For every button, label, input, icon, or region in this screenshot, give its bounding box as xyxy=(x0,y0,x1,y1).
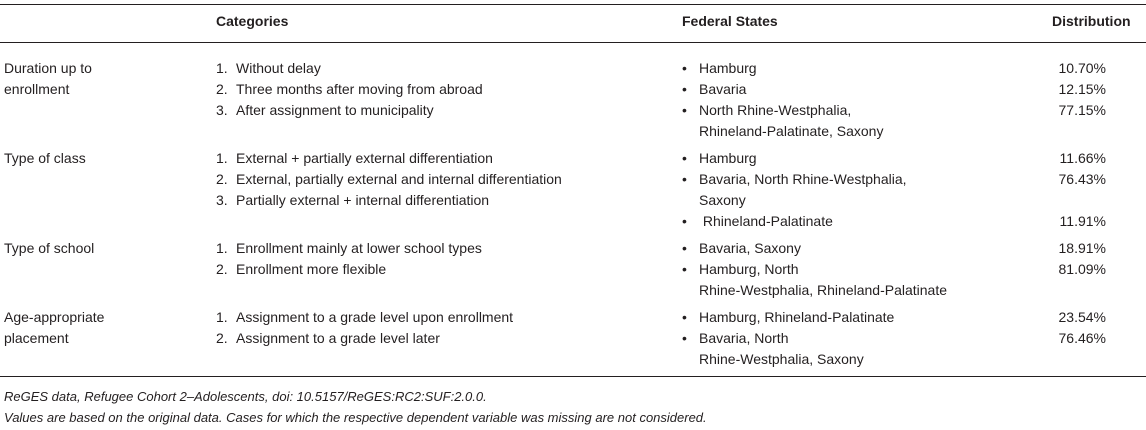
table-notes xyxy=(4,386,707,428)
category-list xyxy=(216,58,483,121)
category-label: Without delay xyxy=(236,60,321,76)
category-label: Assignment to a grade level later xyxy=(236,330,440,346)
bullet-icon: • xyxy=(682,150,687,166)
variable-label: Age-appropriate placement xyxy=(4,309,105,346)
states-list xyxy=(682,148,907,232)
bullet-icon: • xyxy=(682,309,687,325)
category-item: 2. Enrollment more flexible xyxy=(216,261,387,277)
category-item: 3. Partially external + internal differentiation xyxy=(216,192,490,208)
bullet-icon: • xyxy=(682,102,687,118)
category-label: After assignment to municipality xyxy=(236,102,434,118)
distribution-value: 76.43% xyxy=(1058,171,1106,187)
distribution-value: 11.66% xyxy=(1059,150,1106,166)
variable-label: Type of class xyxy=(4,150,86,166)
distribution-value: 81.09% xyxy=(1058,261,1106,277)
state-item: • Hamburg xyxy=(682,148,907,169)
state-item: • Hamburg xyxy=(682,58,883,79)
category-item: 3. After assignment to municipality xyxy=(216,102,434,118)
category-label: External + partially external differentiation xyxy=(236,150,493,166)
category-item: 1. Enrollment mainly at lower school types xyxy=(216,240,482,256)
category-list xyxy=(216,148,562,211)
bullet-icon: • xyxy=(682,213,687,229)
bullet-icon: • xyxy=(682,330,687,346)
state-item: • North Rhine-Westphalia, Rhineland-Palatinate, Saxony xyxy=(682,102,884,139)
category-item: 2. Three months after moving from abroad xyxy=(216,81,483,97)
distribution-value: 77.15% xyxy=(1058,102,1106,118)
states-list xyxy=(682,238,947,301)
top-rule xyxy=(0,4,1146,5)
variable-label: Type of school xyxy=(4,240,95,256)
states-list xyxy=(682,307,894,370)
bullet-icon: • xyxy=(682,81,687,97)
category-list xyxy=(216,307,513,349)
distribution-value: 23.54% xyxy=(1058,309,1106,325)
note-values: Values are based on the original data. Cases for which the respective dependent variable was missing are not considered. xyxy=(4,410,707,425)
category-label: External, partially external and internal differentiation xyxy=(236,171,562,187)
category-list xyxy=(216,238,482,280)
state-item: • Bavaria, Saxony xyxy=(682,238,947,259)
state-item: • Bavaria, North Rhine-Westphalia, Saxony xyxy=(682,330,864,367)
category-label: Three months after moving from abroad xyxy=(236,81,483,97)
state-item: • Bavaria, North Rhine-Westphalia, Saxony xyxy=(682,171,907,208)
bullet-icon: • xyxy=(682,60,687,76)
category-label: Assignment to a grade level upon enrollment xyxy=(236,309,514,325)
bullet-icon: • xyxy=(682,171,687,187)
header-federal-states: Federal States xyxy=(682,13,778,29)
header-rule xyxy=(0,42,1146,43)
category-label: Partially external + internal differentiation xyxy=(236,192,490,208)
category-item: 2. External, partially external and internal differentiation xyxy=(216,171,562,187)
category-label: Enrollment more flexible xyxy=(236,261,387,277)
variable-label: Duration up to enrollment xyxy=(4,60,92,97)
state-item: • Rhineland-Palatinate xyxy=(682,211,907,232)
header-categories: Categories xyxy=(216,13,289,29)
category-item: 2. Assignment to a grade level later xyxy=(216,330,440,346)
distribution-value: 76.46% xyxy=(1058,330,1106,346)
header-distribution: Distribution xyxy=(1052,13,1131,29)
category-item: 1. Assignment to a grade level upon enrollment xyxy=(216,309,514,325)
state-item: • Hamburg, Rhineland-Palatinate xyxy=(682,307,894,328)
states-list xyxy=(682,58,883,142)
bullet-icon: • xyxy=(682,261,687,277)
distribution-value: 10.70% xyxy=(1058,60,1106,76)
category-label: Enrollment mainly at lower school types xyxy=(236,240,482,256)
bottom-rule xyxy=(0,376,1146,377)
category-item: 1. Without delay xyxy=(216,60,321,76)
distribution-value: 12.15% xyxy=(1058,81,1106,97)
note-source: ReGES data, Refugee Cohort 2–Adolescents, doi: 10.5157/ReGES:RC2:SUF:2.0.0. xyxy=(4,389,487,404)
category-item: 1. External + partially external differentiation xyxy=(216,150,493,166)
state-item: • Bavaria xyxy=(682,79,883,100)
state-item: • Hamburg, North Rhine-Westphalia, Rhineland-Palatinate xyxy=(682,261,948,298)
distribution-value: 11.91% xyxy=(1059,213,1106,229)
distribution-value: 18.91% xyxy=(1058,240,1106,256)
bullet-icon: • xyxy=(682,240,687,256)
